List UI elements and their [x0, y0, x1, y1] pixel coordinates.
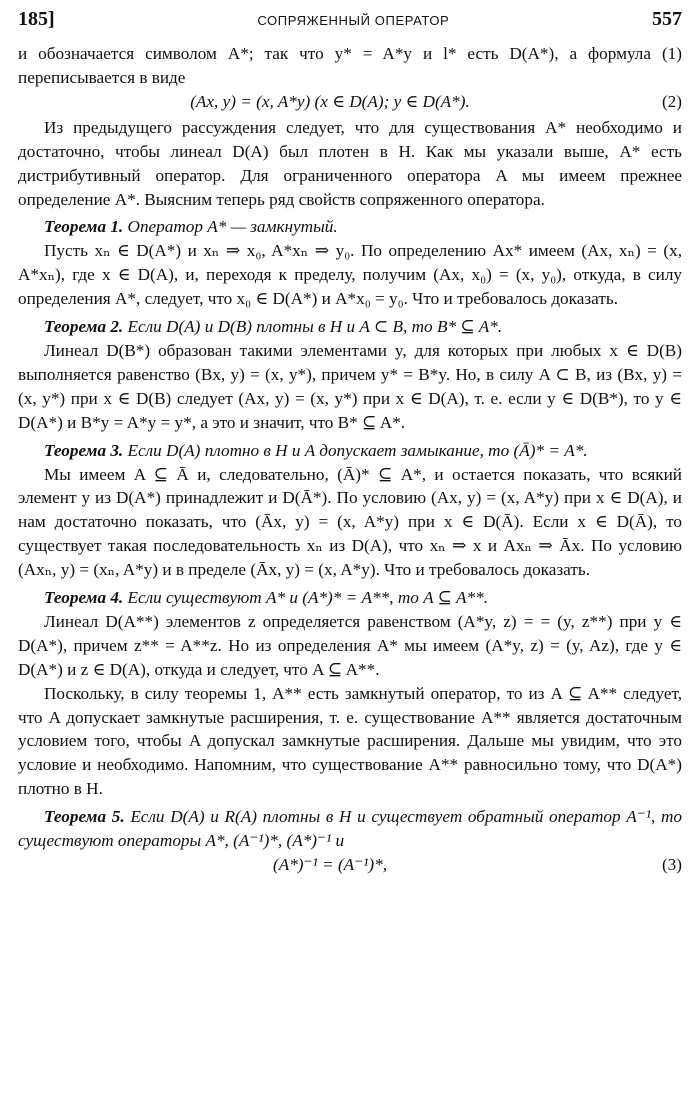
- theorem-statement: [18, 439, 682, 463]
- theorem-text: Если D(A) и D(B) плотны в H и A ⊂ B, то B* ⊆ A*.: [127, 317, 503, 337]
- page-body: [18, 42, 682, 877]
- section-number: 185]: [18, 8, 55, 30]
- formula-expression: (Ax, y) = (x, A*y) (x ∈ D(A); y ∈ D(A*).: [190, 91, 470, 111]
- formula-number: (2): [661, 91, 682, 111]
- paragraph: Поскольку, в силу теоремы 1, A** есть замкнутый оператор, то из A ⊆ A** следует, что A допускает замкнутые расширения, т. е. существование A** является достаточным условием того, чтобы A допускал замкнутые расширения. Дальше мы увидим, что это условие и необходимо. Напомним, что существование A** равносильно тому, что D(A*) плотно в H.: [18, 683, 682, 799]
- paragraph: Из предыдущего рассуждения следует, что для существования A* необходимо и достаточно, чтобы линеал D(A) был плотен в H. Как мы указали выше, A* есть дистрибутивный оператор. Для ограниченного оператора A мы имеем прежнее определение A*. Выясним теперь ряд свойств сопряженного оператора.: [18, 117, 682, 209]
- theorem-text: Оператор A* — замкнутый.: [127, 217, 338, 237]
- display-formula: [18, 90, 682, 114]
- page: [18, 8, 682, 879]
- theorem-label: Теорема 1.: [44, 217, 124, 237]
- paragraph: и обозначается символом A*; так что y* = A*y и l* есть D(A*), а формула (1) переписывается в виде: [18, 44, 682, 87]
- theorem-text: Если существуют A* и (A*)* = A**, то A ⊆ A**.: [127, 588, 488, 608]
- paragraph: Мы имеем A ⊆ Ā и, следовательно, (Ā)* ⊆ A*, и остается показать, что всякий элемент y из D(A*) принадлежит и D(Ā*). По условию (Ax, y) = (x, A*y) при x ∈ D(A), и нам достаточно показать, что (Āx, y) = (x, A*y) при x ∈ D(Ā). Если x ∈ D(Ā), то существует такая последовательность xₙ из D(A), что xₙ ⇒ x и Axₙ ⇒ Āx. По условию (Axₙ, y) = (xₙ, A*y) и в пределе (Āx, y) = (x, A*y). Что и требовалось доказать.: [18, 464, 682, 580]
- theorem-label: Теорема 4.: [44, 588, 124, 608]
- paragraph: Линеал D(A**) элементов z определяется равенством (A*y, z) = = (y, z**) при y ∈ D(A*), причем z** = A**z. Но из определения A* мы имеем (A*y, z) = (y, Az), где y ∈ D(A*) и z ∈ D(A), откуда и следует, что A ⊆ A**.: [18, 611, 682, 679]
- theorem-statement: [18, 315, 682, 339]
- theorem-label: Теорема 2.: [44, 317, 124, 337]
- theorem-statement: [18, 586, 682, 610]
- theorem-text: Если D(A) плотно в H и A допускает замыкание, то (Ā)* = A*.: [127, 440, 588, 460]
- display-formula: [18, 853, 682, 877]
- theorem-statement: [18, 215, 682, 239]
- theorem-label: Теорема 3.: [44, 440, 124, 460]
- formula-number: (3): [661, 855, 682, 874]
- page-number: 557: [651, 8, 682, 30]
- paragraph: Линеал D(B*) образован такими элементами y, для которых при любых x ∈ D(B) выполняется равенство (Bx, y) = (x, y*), причем y* = B*y. Но, в силу A ⊂ B, из (Bx, y) = (x, y*) при x ∈ D(B) следует (Ax, y) = (x, y*) при x ∈ D(A), т. е. если y ∈ D(B*), то y ∈ D(A*) и B*y = A*y = y*, а это и значит, что B* ⊆ A*.: [18, 340, 682, 432]
- formula-expression: (A*)⁻¹ = (A⁻¹)*,: [272, 855, 388, 874]
- running-header: [18, 8, 682, 42]
- running-title: СОПРЯЖЕННЫЙ ОПЕРАТОР: [257, 13, 450, 28]
- theorem-label: Теорема 5.: [44, 807, 125, 827]
- paragraph: Пусть xₙ ∈ D(A*) и xₙ ⇒ x₀, A*xₙ ⇒ y₀. По определению Ax* имеем (Ax, xₙ) = (x, A*xₙ), где x ∈ D(A), и, переходя к пределу, получим (Ax, x₀) = (x, y₀), откуда, в силу определения A*, следует, что x₀ ∈ D(A*) и A*x₀ = y₀. Что и требовалось доказать.: [18, 241, 682, 309]
- theorem-statement: [18, 805, 682, 853]
- theorem-text: Если D(A) и R(A) плотны в H и существует обратный оператор A⁻¹, то существуют операторы A*, (A⁻¹)*, (A*)⁻¹ и: [18, 807, 682, 851]
